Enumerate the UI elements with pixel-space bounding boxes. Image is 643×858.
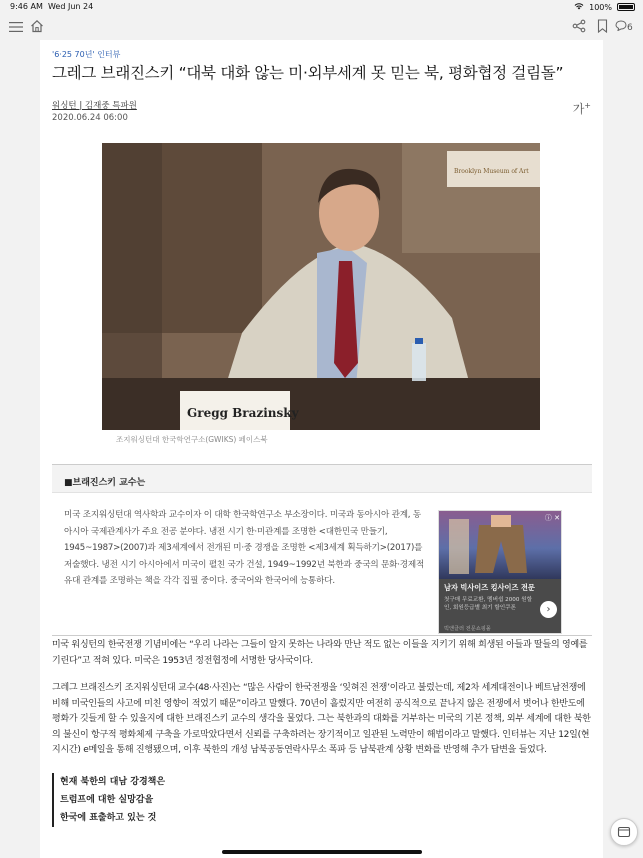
font-size-button[interactable] — [573, 100, 591, 117]
water-bottle — [412, 343, 426, 381]
wall-sign-text: Brooklyn Museum of Art — [454, 168, 529, 175]
article-byline — [52, 99, 137, 111]
profile-box-title: ■브래진스키 교수는 — [64, 478, 146, 488]
floating-tabs-button[interactable] — [610, 818, 638, 846]
menu-icon[interactable] — [9, 18, 23, 38]
share-icon[interactable] — [572, 18, 586, 38]
nameplate-text: Gregg Brazinsky — [187, 406, 299, 420]
ad-title[interactable]: 남자 빅사이즈 킹사이즈 전문 — [444, 583, 535, 592]
profile-box-header — [52, 465, 592, 493]
status-right — [574, 2, 635, 12]
ad-advertiser: 빅앤클러 전문쇼핑몰 — [444, 626, 491, 632]
author-link[interactable]: 워싱턴 | 김재중 특파원 — [52, 101, 137, 111]
profile-box-text: 미국 조지워싱턴대 역사학과 교수이자 이 대학 한국학연구소 부소장이다. 미국과 동아시아 관계, 동아시아 국제관계사가 주요 전공 분야다. 냉전 시기 한·미관계를 조명한 <대한민국 만들기, 1945~1987>(2007)과 제3세계에서 전개된 미·중 경쟁을 조명한 <제3세계 획득하기>(2017)를 저술했다. 냉전 시기 아시아에서 미국이 펼친 국가 건설, 1949~1992년 북한과 중국의 문화·경제적 유대 관계를 조명하는 책을 각각 집필 중이다. 중국어와 한국어에 능통하다. — [64, 510, 425, 586]
ad-description: 첫구매 무료교환, 멤버쉽 2000 원할인, 회원등급별 최기 할인쿠폰 — [444, 597, 532, 611]
photo-caption: 조지워싱턴대 한국학연구소(GWIKS) 페이스북 — [116, 435, 268, 444]
article-date: 2020.06.24 06:00 — [52, 113, 128, 123]
pull-quote-line: 한국에 표출하고 있는 것 — [60, 813, 157, 823]
tabs-icon — [617, 826, 631, 838]
comment-button[interactable] — [615, 18, 633, 38]
top-bar — [0, 14, 643, 42]
status-time: 9:46 AM Wed Jun 24 — [10, 2, 94, 11]
article-page — [40, 40, 603, 858]
comment-count: 6 — [627, 23, 633, 33]
pull-quote — [52, 773, 252, 827]
ad-image-illustration — [439, 511, 562, 579]
home-indicator[interactable] — [222, 850, 422, 854]
pull-quote-line: 현재 북한의 대남 강경책은 — [60, 777, 166, 787]
photo-illustration — [102, 143, 540, 430]
ad-choices-icon[interactable]: ⓘ ✕ — [544, 514, 560, 522]
plus-icon: + — [584, 101, 591, 110]
article-paragraph-2: 그레그 브래진스키 조지워싱턴대 교수(48·사진)는 “많은 사람이 한국전쟁을 ‘잊혀진 전쟁’이라고 불렀는데, 제2차 세계대전이나 베트남전쟁에 비해 미국인들의 사고에 미친 영향이 적었기 때문”이라고 말했다. 70년이 흘렀지만 여전히 공식적으로 끝나지 않은 전쟁에서 벗어나 한반도에 평화가 깃들게 할 수 있을지에 대한 브래진스키 교수의 생각을 물었다. 그는 북한과의 대화를 거부하는 미국의 기본 정책, 외부 세계에 대한 북한의 불신이 항구적 평화체제 구축을 가로막았다면서 신뢰를 구축하려는 장기적이고 일관된 노력만이 해법이라고 말했다. 인터뷰는 지난 12일(현지시간) e메일을 통해 진행됐으며, 이후 북한의 개성 남북공동연락사무소 폭파 등 남북관계 상황 변화를 반영해 추가 답변을 들었다. — [52, 683, 591, 755]
battery-label: 100% — [589, 2, 612, 12]
ad-text-area[interactable] — [439, 579, 562, 634]
ad-image[interactable] — [439, 511, 562, 579]
article-kicker[interactable]: '6·25 70년' 인터뷰 — [52, 50, 121, 59]
article-paragraph-1: 미국 워싱턴의 한국전쟁 기념비에는 “우리 나라는 그들이 알지 못하는 나라와 만난 적도 없는 이들을 지키기 위해 희생된 아들과 딸들의 영예를 기린다”고 적혀 있다. 미국은 1953년 정전협정에 서명한 당사국이다. — [52, 640, 588, 666]
bookmark-icon[interactable] — [597, 18, 608, 38]
bottle-cap — [415, 338, 423, 344]
battery-icon — [617, 3, 635, 11]
article-headline: 그레그 브래진스키 “대북 대화 않는 미·외부세계 못 믿는 북, 평화협정 걸림돌” — [52, 64, 564, 82]
ad-banner[interactable] — [438, 510, 562, 634]
wifi-icon — [574, 2, 584, 12]
pull-quote-line: 트럼프에 대한 실망감을 — [60, 795, 154, 805]
comment-icon — [615, 23, 627, 33]
font-size-label: 가 — [572, 102, 585, 116]
article-photo — [102, 143, 540, 430]
ad-arrow-icon[interactable]: › — [540, 601, 557, 618]
status-bar — [0, 0, 643, 14]
profile-box — [52, 464, 592, 636]
home-icon[interactable] — [30, 18, 44, 38]
